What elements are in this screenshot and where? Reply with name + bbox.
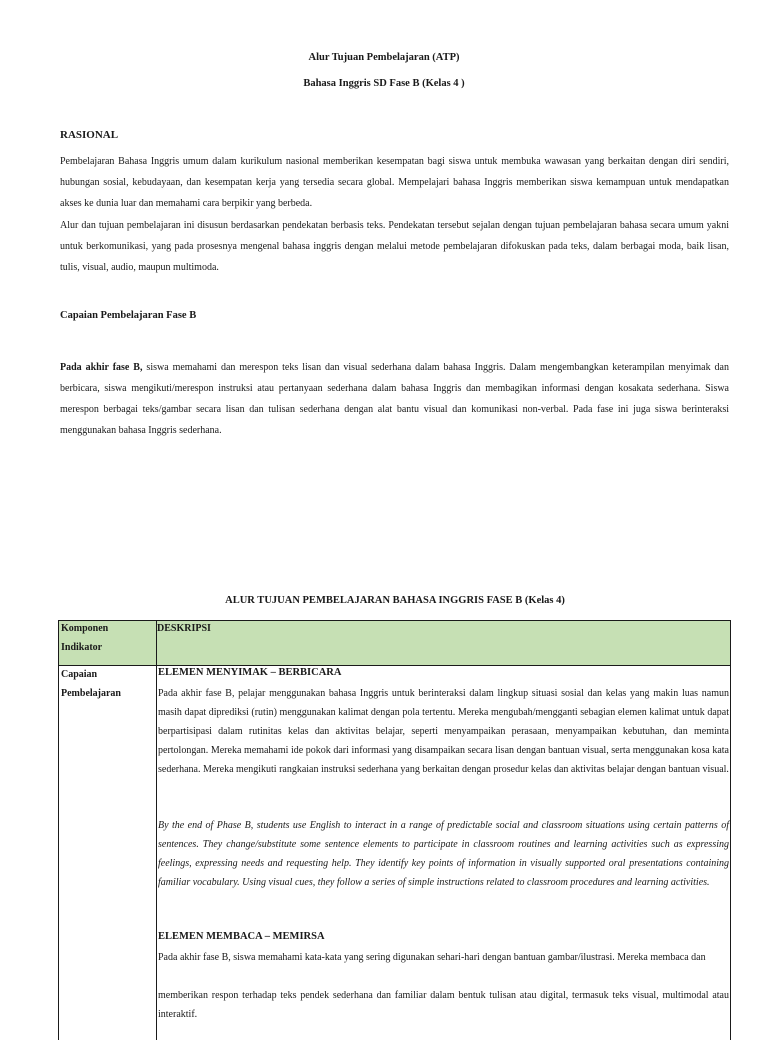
capaian-lead: Pada akhir fase B, <box>60 362 143 373</box>
table-column-divider <box>156 620 157 1040</box>
table-title: ALUR TUJUAN PEMBELAJARAN BAHASA INGGRIS FASE B (Kelas 4) <box>225 595 565 606</box>
table-right-border <box>730 620 731 1040</box>
table-left-border <box>58 620 59 1040</box>
rasional-heading: RASIONAL <box>60 129 119 141</box>
document-title: Alur Tujuan Pembelajaran (ATP) <box>308 52 460 63</box>
elemen-membaca-description-line2: memberikan respon terhadap teks pendek sederhana dan familiar dalam bentuk tulisan atau digital, termasuk teks visual, multimodal atau interaktif. <box>158 990 729 1020</box>
header-indikator: Indikator <box>61 642 103 653</box>
header-komponen: Komponen <box>61 623 109 634</box>
row-pembelajaran-label: Pembelajaran <box>61 688 121 699</box>
elemen-menyimak-description-en: By the end of Phase B, students use English to interact in a range of predictable social and classroom situations using certain patterns of sentences. They change/substitute some sentence elements to participate in classroom routines and learning activities such as expressing feelings, expressing needs and requesting help. They identify key points of information in visually supported oral presentations containing familiar vocabulary. Using visual cues, they follow a series of simple instructions related to classroom procedures and learning activities. <box>158 820 729 888</box>
elemen-membaca-description-line1: Pada akhir fase B, siswa memahami kata-kata yang sering digunakan sehari-hari dengan bantuan gambar/ilustrasi. Mereka membaca dan <box>158 952 706 963</box>
header-deskripsi: DESKRIPSI <box>157 623 211 634</box>
capaian-heading: Capaian Pembelajaran Fase B <box>60 310 197 321</box>
elemen-menyimak-heading: ELEMEN MENYIMAK – BERBICARA <box>158 667 342 678</box>
table-header-divider <box>58 665 731 666</box>
rasional-paragraph-2: Alur dan tujuan pembelajaran ini disusun berdasarkan pendekatan berbasis teks. Pendekatan tersebut sejalan dengan tujuan pembelajaran bahasa secara umum yakni untuk berkomunikasi, yang pada prosesnya mengenal bahasa inggris dengan melalui metode pembelajaran difokuskan pada teks, dalam berbagai moda, baik lisan, tulis, visual, audio, maupun multimoda. <box>60 220 729 273</box>
capaian-paragraph <box>60 357 729 441</box>
capaian-body: siswa memahami dan merespon teks lisan dan visual sederhana dalam bahasa Inggris. Dalam mengembangkan keterampilan menyimak dan berbicara, siswa mengikuti/merespon instruksi atau pertanyaan sederhana dalam bahasa Inggris dan membagikan informasi dengan kosakata sederhana. Siswa merespon berbagai teks/gambar secara lisan dan tulisan sederhana dengan alat bantu visual dan komunikasi non-verbal. Pada fase ini juga siswa berinteraksi menggunakan bahasa Inggris sederhana. <box>60 362 729 436</box>
row-capaian-label: Capaian <box>61 669 98 680</box>
elemen-membaca-heading: ELEMEN MEMBACA – MEMIRSA <box>158 931 325 942</box>
rasional-paragraph-1: Pembelajaran Bahasa Inggris umum dalam kurikulum nasional memberikan kesempatan bagi siswa untuk membuka wawasan yang berkaitan dengan diri sendiri, hubungan sosial, kebudayaan, dan kesempatan kerja yang tersedia secara global. Mempelajari bahasa Inggris memberikan siswa kemampuan untuk mendapatkan akses ke dunia luar dan memahami cara berpikir yang berbeda. <box>60 156 729 209</box>
document-subtitle: Bahasa Inggris SD Fase B (Kelas 4 ) <box>303 78 465 89</box>
elemen-menyimak-description-id: Pada akhir fase B, pelajar menggunakan bahasa Inggris untuk berinteraksi dalam lingkup situasi sosial dan kelas yang makin luas namun masih dapat diprediksi (rutin) menggunakan kalimat dengan pola tertentu. Mereka mengubah/mengganti sebagian elemen kalimat untuk dapat berpartisipasi dalam rutinitas kelas dan aktivitas belajar, seperti menyampaikan perasaan, menyampaikan kebutuhan, dan meminta pertolongan. Mereka memahami ide pokok dari informasi yang disampaikan secara lisan dengan bantuan visual, serta menggunakan kosa kata sederhana. Mereka mengikuti rangkaian instruksi sederhana yang berkaitan dengan prosedur kelas dan aktivitas belajar dengan bantuan visual. <box>158 688 729 775</box>
